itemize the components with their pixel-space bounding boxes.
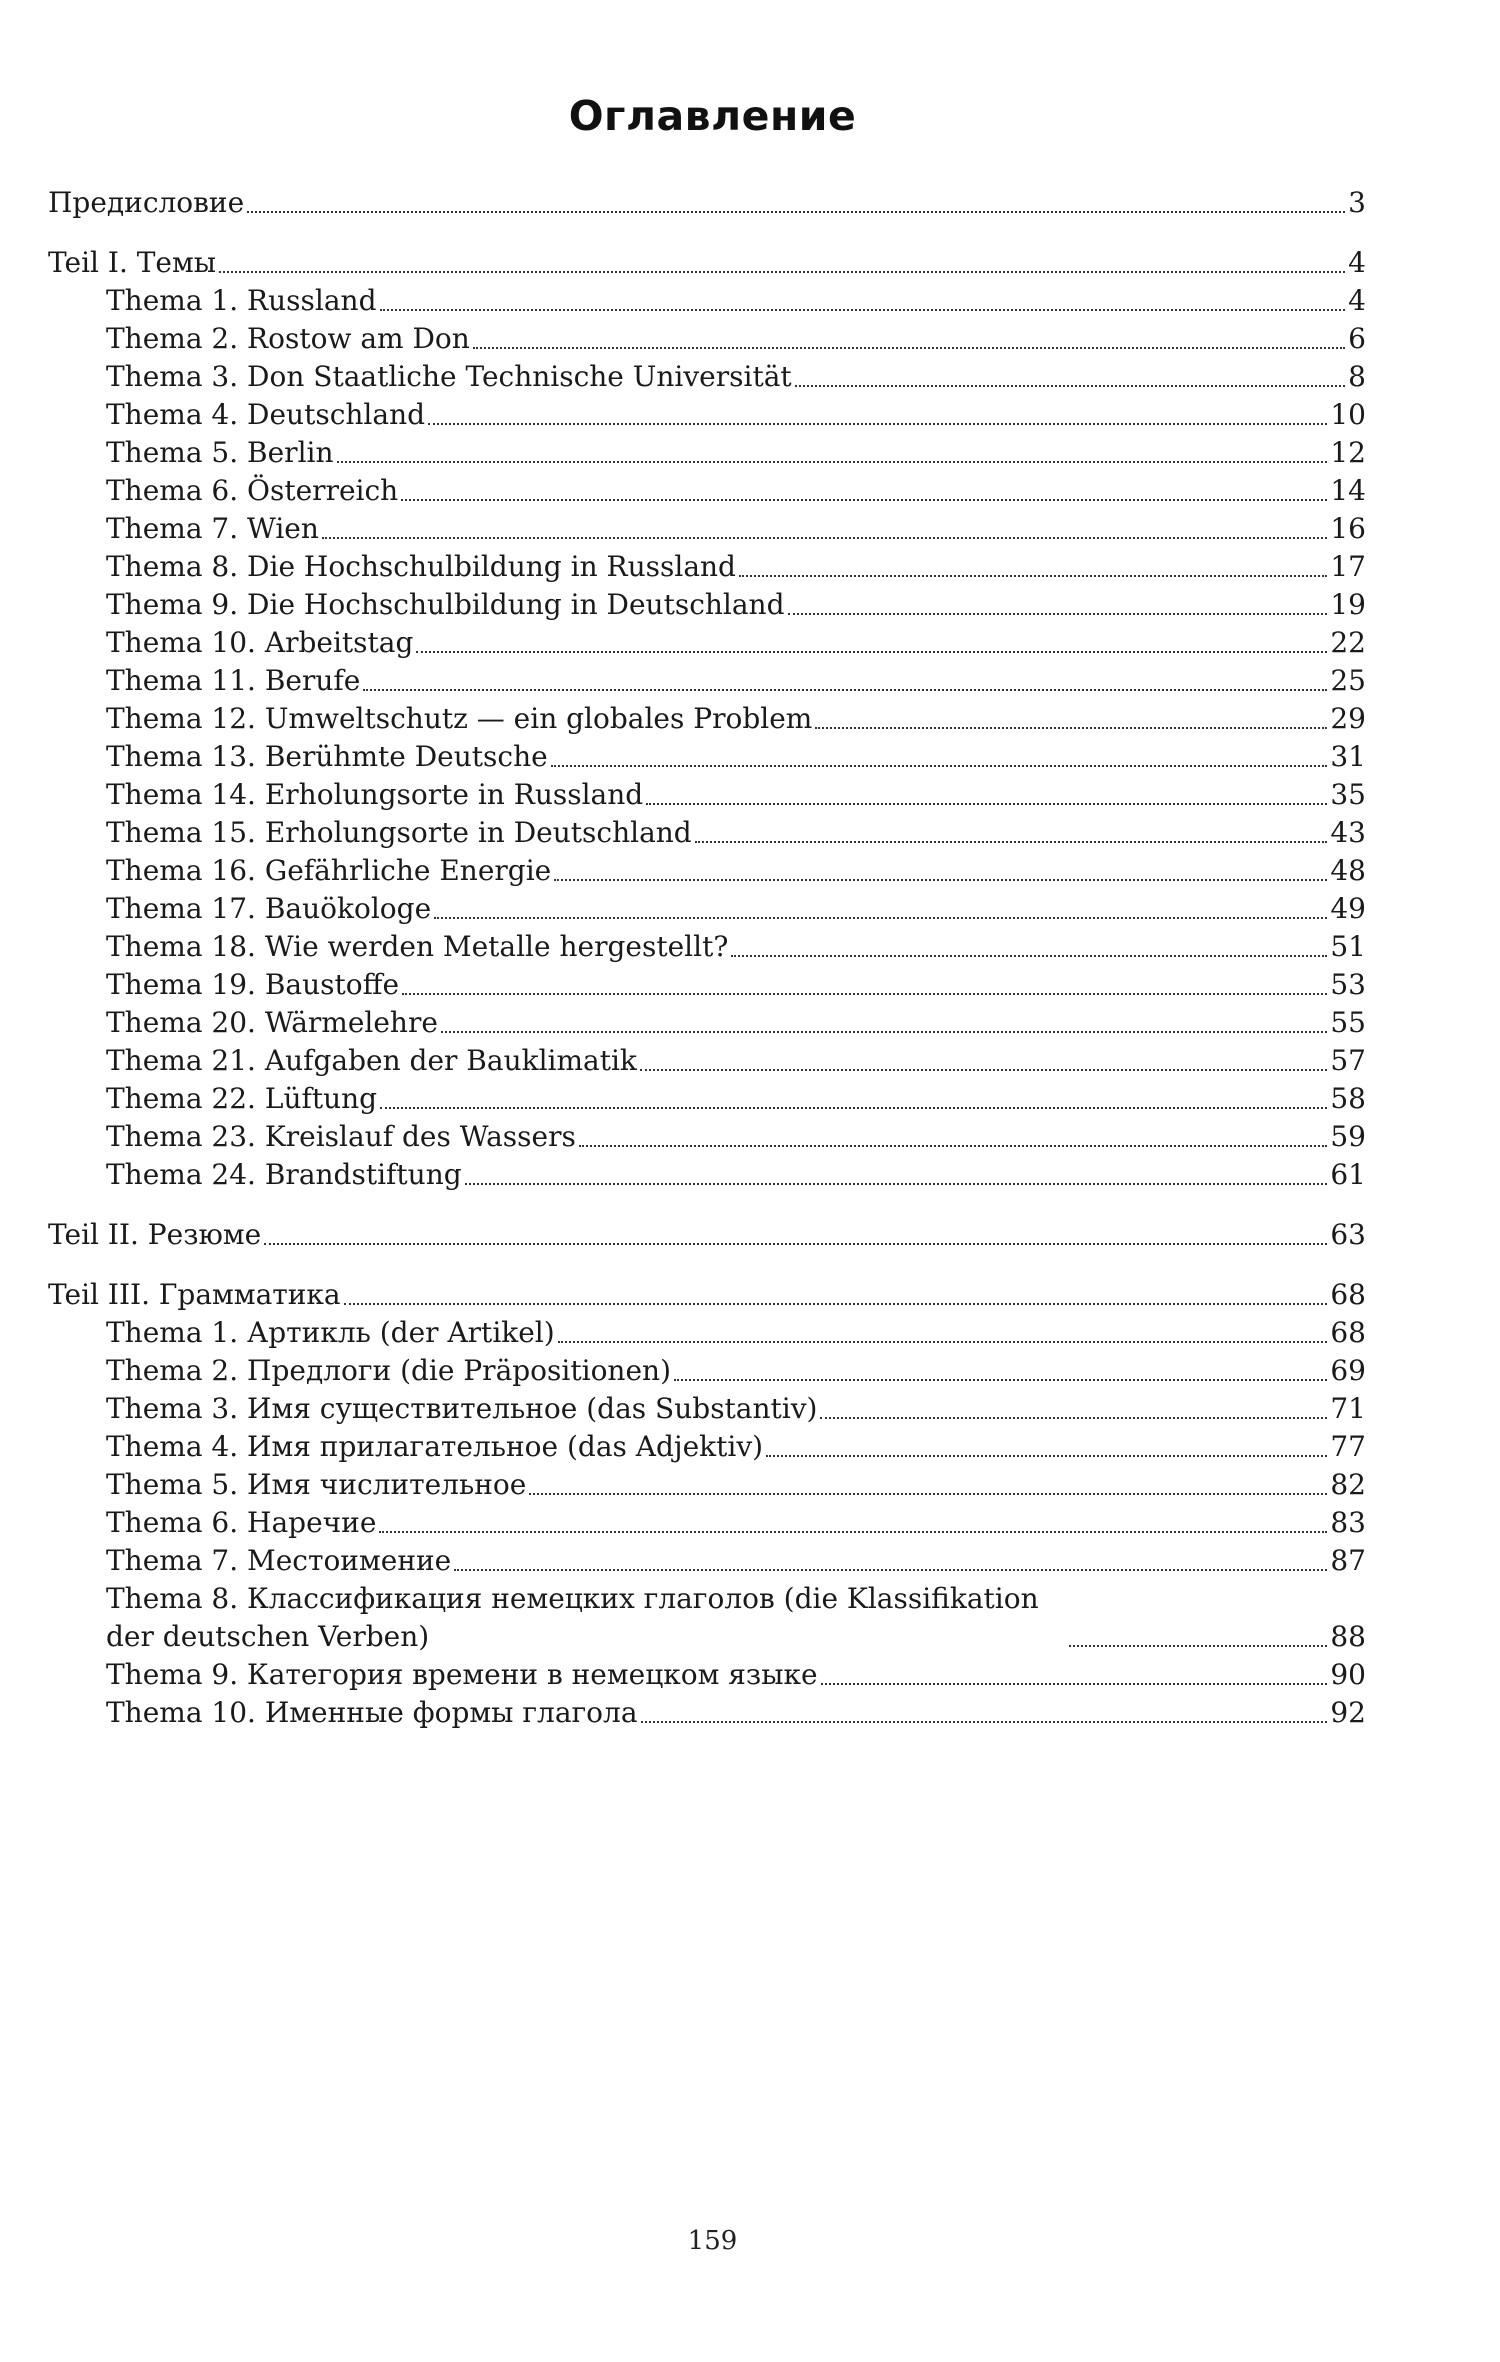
toc-entry (48, 244, 1366, 282)
toc-entry-page: 6 (1348, 322, 1366, 355)
toc-entry-label: Thema 3. Имя существительное (das Substantiv) (106, 1392, 818, 1425)
toc-entry (48, 890, 1366, 928)
toc-entry (48, 1156, 1366, 1194)
toc-entry-page: 35 (1330, 778, 1366, 811)
dot-leader (766, 1455, 1327, 1457)
toc-entry-page: 4 (1348, 246, 1366, 279)
toc-entry-label: Thema 7. Местоимение (106, 1544, 452, 1577)
toc-entry-label: Teil I. Темы (48, 246, 217, 279)
dot-leader (337, 461, 1328, 463)
dot-leader (473, 347, 1345, 349)
toc-entry-label: Thema 12. Umweltschutz — ein globales Problem (106, 702, 813, 735)
toc-entry-page: 8 (1348, 360, 1366, 393)
toc-entry-label: Thema 3. Don Staatliche Technische Universität (106, 360, 792, 393)
toc-entry (48, 586, 1366, 624)
toc-entry-label: Thema 4. Имя прилагательное (das Adjektiv) (106, 1430, 764, 1463)
toc-entry-page: 29 (1330, 702, 1366, 735)
dot-leader (695, 841, 1328, 843)
toc-entry (48, 1042, 1366, 1080)
dot-leader (820, 1417, 1327, 1419)
toc-entry-page: 87 (1330, 1544, 1366, 1577)
toc-entry-page: 57 (1330, 1044, 1366, 1077)
dot-leader (264, 1243, 1327, 1245)
dot-leader (219, 271, 1345, 273)
toc-entry-label: Thema 4. Deutschland (106, 398, 426, 431)
dot-leader (402, 993, 1327, 995)
toc-entry-label: Thema 1. Артикль (der Artikel) (106, 1316, 555, 1349)
toc-entry-page: 4 (1348, 284, 1366, 317)
dot-leader (416, 651, 1327, 653)
toc-entry-page: 3 (1348, 186, 1366, 219)
dot-leader (380, 309, 1346, 311)
toc-entry (48, 358, 1366, 396)
dot-leader (441, 1031, 1327, 1033)
toc-entry-label: Thema 11. Berufe (106, 664, 361, 697)
toc-entry-page: 88 (1330, 1620, 1366, 1653)
toc-entry (48, 1216, 1366, 1254)
dot-leader (344, 1303, 1328, 1305)
toc-entry-page: 92 (1330, 1696, 1366, 1729)
dot-leader (401, 499, 1327, 501)
dot-leader (815, 727, 1327, 729)
toc-entry-page: 71 (1330, 1392, 1366, 1425)
toc-entry-page: 31 (1330, 740, 1366, 773)
toc-entry-page: 82 (1330, 1468, 1366, 1501)
toc-entry (48, 396, 1366, 434)
toc-entry (48, 1314, 1366, 1352)
dot-leader (731, 955, 1327, 957)
dot-leader (1069, 1645, 1327, 1647)
toc-entry-label: Thema 2. Предлоги (die Präpositionen) (106, 1354, 671, 1387)
toc-entry-page: 83 (1330, 1506, 1366, 1539)
toc-entry-label: Teil III. Грамматика (48, 1278, 341, 1311)
toc-entry-page: 77 (1330, 1430, 1366, 1463)
toc-entry-page: 10 (1330, 398, 1366, 431)
toc-entry (48, 1428, 1366, 1466)
toc-entry-page: 51 (1330, 930, 1366, 963)
toc-entry-page: 68 (1330, 1278, 1366, 1311)
toc-entry-label: Thema 5. Berlin (106, 436, 334, 469)
toc-entry-page: 63 (1330, 1218, 1366, 1251)
toc-entry (48, 966, 1366, 1004)
toc-entry (48, 184, 1366, 222)
dot-leader (551, 765, 1328, 767)
toc-entry-label: Thema 22. Lüftung (106, 1082, 378, 1115)
toc-entry (48, 1118, 1366, 1156)
toc-entry-label: Thema 13. Berühmte Deutsche (106, 740, 548, 773)
toc-entry (48, 434, 1366, 472)
toc-entry (48, 548, 1366, 586)
dot-leader (380, 1107, 1327, 1109)
dot-leader (428, 423, 1327, 425)
toc-entry-page: 48 (1330, 854, 1366, 887)
toc-entry-page: 19 (1330, 588, 1366, 621)
toc-entry-label: Thema 15. Erholungsorte in Deutschland (106, 816, 692, 849)
toc-entry-page: 43 (1330, 816, 1366, 849)
toc-entry-page: 58 (1330, 1082, 1366, 1115)
dot-leader (739, 575, 1327, 577)
dot-leader (788, 613, 1328, 615)
toc-entry (48, 1352, 1366, 1390)
dot-leader (322, 537, 1327, 539)
toc-entry (48, 1542, 1366, 1580)
toc-entry (48, 852, 1366, 890)
toc-entry (48, 1656, 1366, 1694)
toc-entry-page: 16 (1330, 512, 1366, 545)
toc-entry-label: Thema 9. Категория времени в немецком языке (106, 1658, 818, 1691)
toc-entry (48, 1390, 1366, 1428)
dot-leader (529, 1493, 1327, 1495)
dot-leader (454, 1569, 1327, 1571)
toc-entry-label: Thema 7. Wien (106, 512, 319, 545)
toc-entry (48, 320, 1366, 358)
toc-entry-page: 12 (1330, 436, 1366, 469)
toc-entry-label: Thema 19. Baustoffe (106, 968, 400, 1001)
toc-entry (48, 1504, 1366, 1542)
toc-entry (48, 1080, 1366, 1118)
toc-entry-page: 17 (1330, 550, 1366, 583)
toc-entry (48, 814, 1366, 852)
page-number: 159 (687, 2226, 738, 2256)
toc-entry (48, 928, 1366, 966)
toc-entry (48, 1466, 1366, 1504)
toc-entry-label: Thema 23. Kreislauf des Wassers (106, 1120, 576, 1153)
toc-entry-label: Thema 16. Gefährliche Energie (106, 854, 552, 887)
toc-entry-label: Thema 24. Brandstiftung (106, 1158, 462, 1191)
dot-leader (554, 879, 1327, 881)
dot-leader (641, 1721, 1328, 1723)
toc-entry (48, 700, 1366, 738)
toc-entry-page: 49 (1330, 892, 1366, 925)
toc-entry-label: Thema 17. Bauökologe (106, 892, 432, 925)
toc-entry-label: Thema 14. Erholungsorte in Russland (106, 778, 644, 811)
toc-entry-page: 22 (1330, 626, 1366, 659)
toc-entry (48, 624, 1366, 662)
toc-entry (48, 472, 1366, 510)
toc-entry (48, 510, 1366, 548)
toc-entry-label: Thema 10. Arbeitstag (106, 626, 414, 659)
toc-entry (48, 1694, 1366, 1732)
toc-entry-page: 14 (1330, 474, 1366, 507)
dot-leader (379, 1531, 1327, 1533)
toc-entry-page: 55 (1330, 1006, 1366, 1039)
dot-leader (795, 385, 1346, 387)
toc-entry-label: Thema 6. Österreich (106, 474, 399, 507)
toc-entry (48, 776, 1366, 814)
toc-entry (48, 1004, 1366, 1042)
toc-entry-label: Thema 1. Russland (106, 284, 377, 317)
dot-leader (640, 1069, 1327, 1071)
toc-entry (48, 1276, 1366, 1314)
toc-entry-label: Teil II. Резюме (48, 1218, 262, 1251)
toc-entry-label: Thema 5. Имя числительное (106, 1468, 527, 1501)
toc-entry-label: Thema 10. Именные формы глагола (106, 1696, 638, 1729)
dot-leader (579, 1145, 1327, 1147)
dot-leader (646, 803, 1327, 805)
toc-entry-label: Предисловие (48, 186, 245, 219)
dot-leader (363, 689, 1327, 691)
table-of-contents (48, 184, 1366, 1732)
dot-leader (674, 1379, 1327, 1381)
toc-entry-page: 61 (1330, 1158, 1366, 1191)
toc-entry-page: 25 (1330, 664, 1366, 697)
toc-entry-page: 53 (1330, 968, 1366, 1001)
toc-entry-label: Thema 21. Aufgaben der Bauklimatik (106, 1044, 637, 1077)
toc-entry-label: Thema 6. Наречие (106, 1506, 377, 1539)
toc-entry-label: Thema 20. Wärmelehre (106, 1006, 438, 1039)
toc-entry-label: Thema 8. Классификация немецких глаголов (die Klassifikation der deutschen Verben) (106, 1582, 1039, 1653)
toc-entry-page: 59 (1330, 1120, 1366, 1153)
toc-entry-page: 68 (1330, 1316, 1366, 1349)
dot-leader (558, 1341, 1328, 1343)
dot-leader (247, 211, 1345, 213)
toc-entry-label: Thema 2. Rostow am Don (106, 322, 470, 355)
toc-entry-label: Thema 9. Die Hochschulbildung in Deutschland (106, 588, 785, 621)
page-title: Оглавление (568, 92, 857, 140)
toc-entry (48, 662, 1366, 700)
toc-entry (48, 1580, 1366, 1656)
dot-leader (465, 1183, 1328, 1185)
toc-entry (48, 282, 1366, 320)
toc-entry-label: Thema 8. Die Hochschulbildung in Russland (106, 550, 736, 583)
toc-entry-label: Thema 18. Wie werden Metalle hergestellt? (106, 930, 729, 963)
dot-leader (434, 917, 1327, 919)
toc-entry-page: 90 (1330, 1658, 1366, 1691)
toc-entry (48, 738, 1366, 776)
toc-entry-page: 69 (1330, 1354, 1366, 1387)
dot-leader (821, 1683, 1328, 1685)
